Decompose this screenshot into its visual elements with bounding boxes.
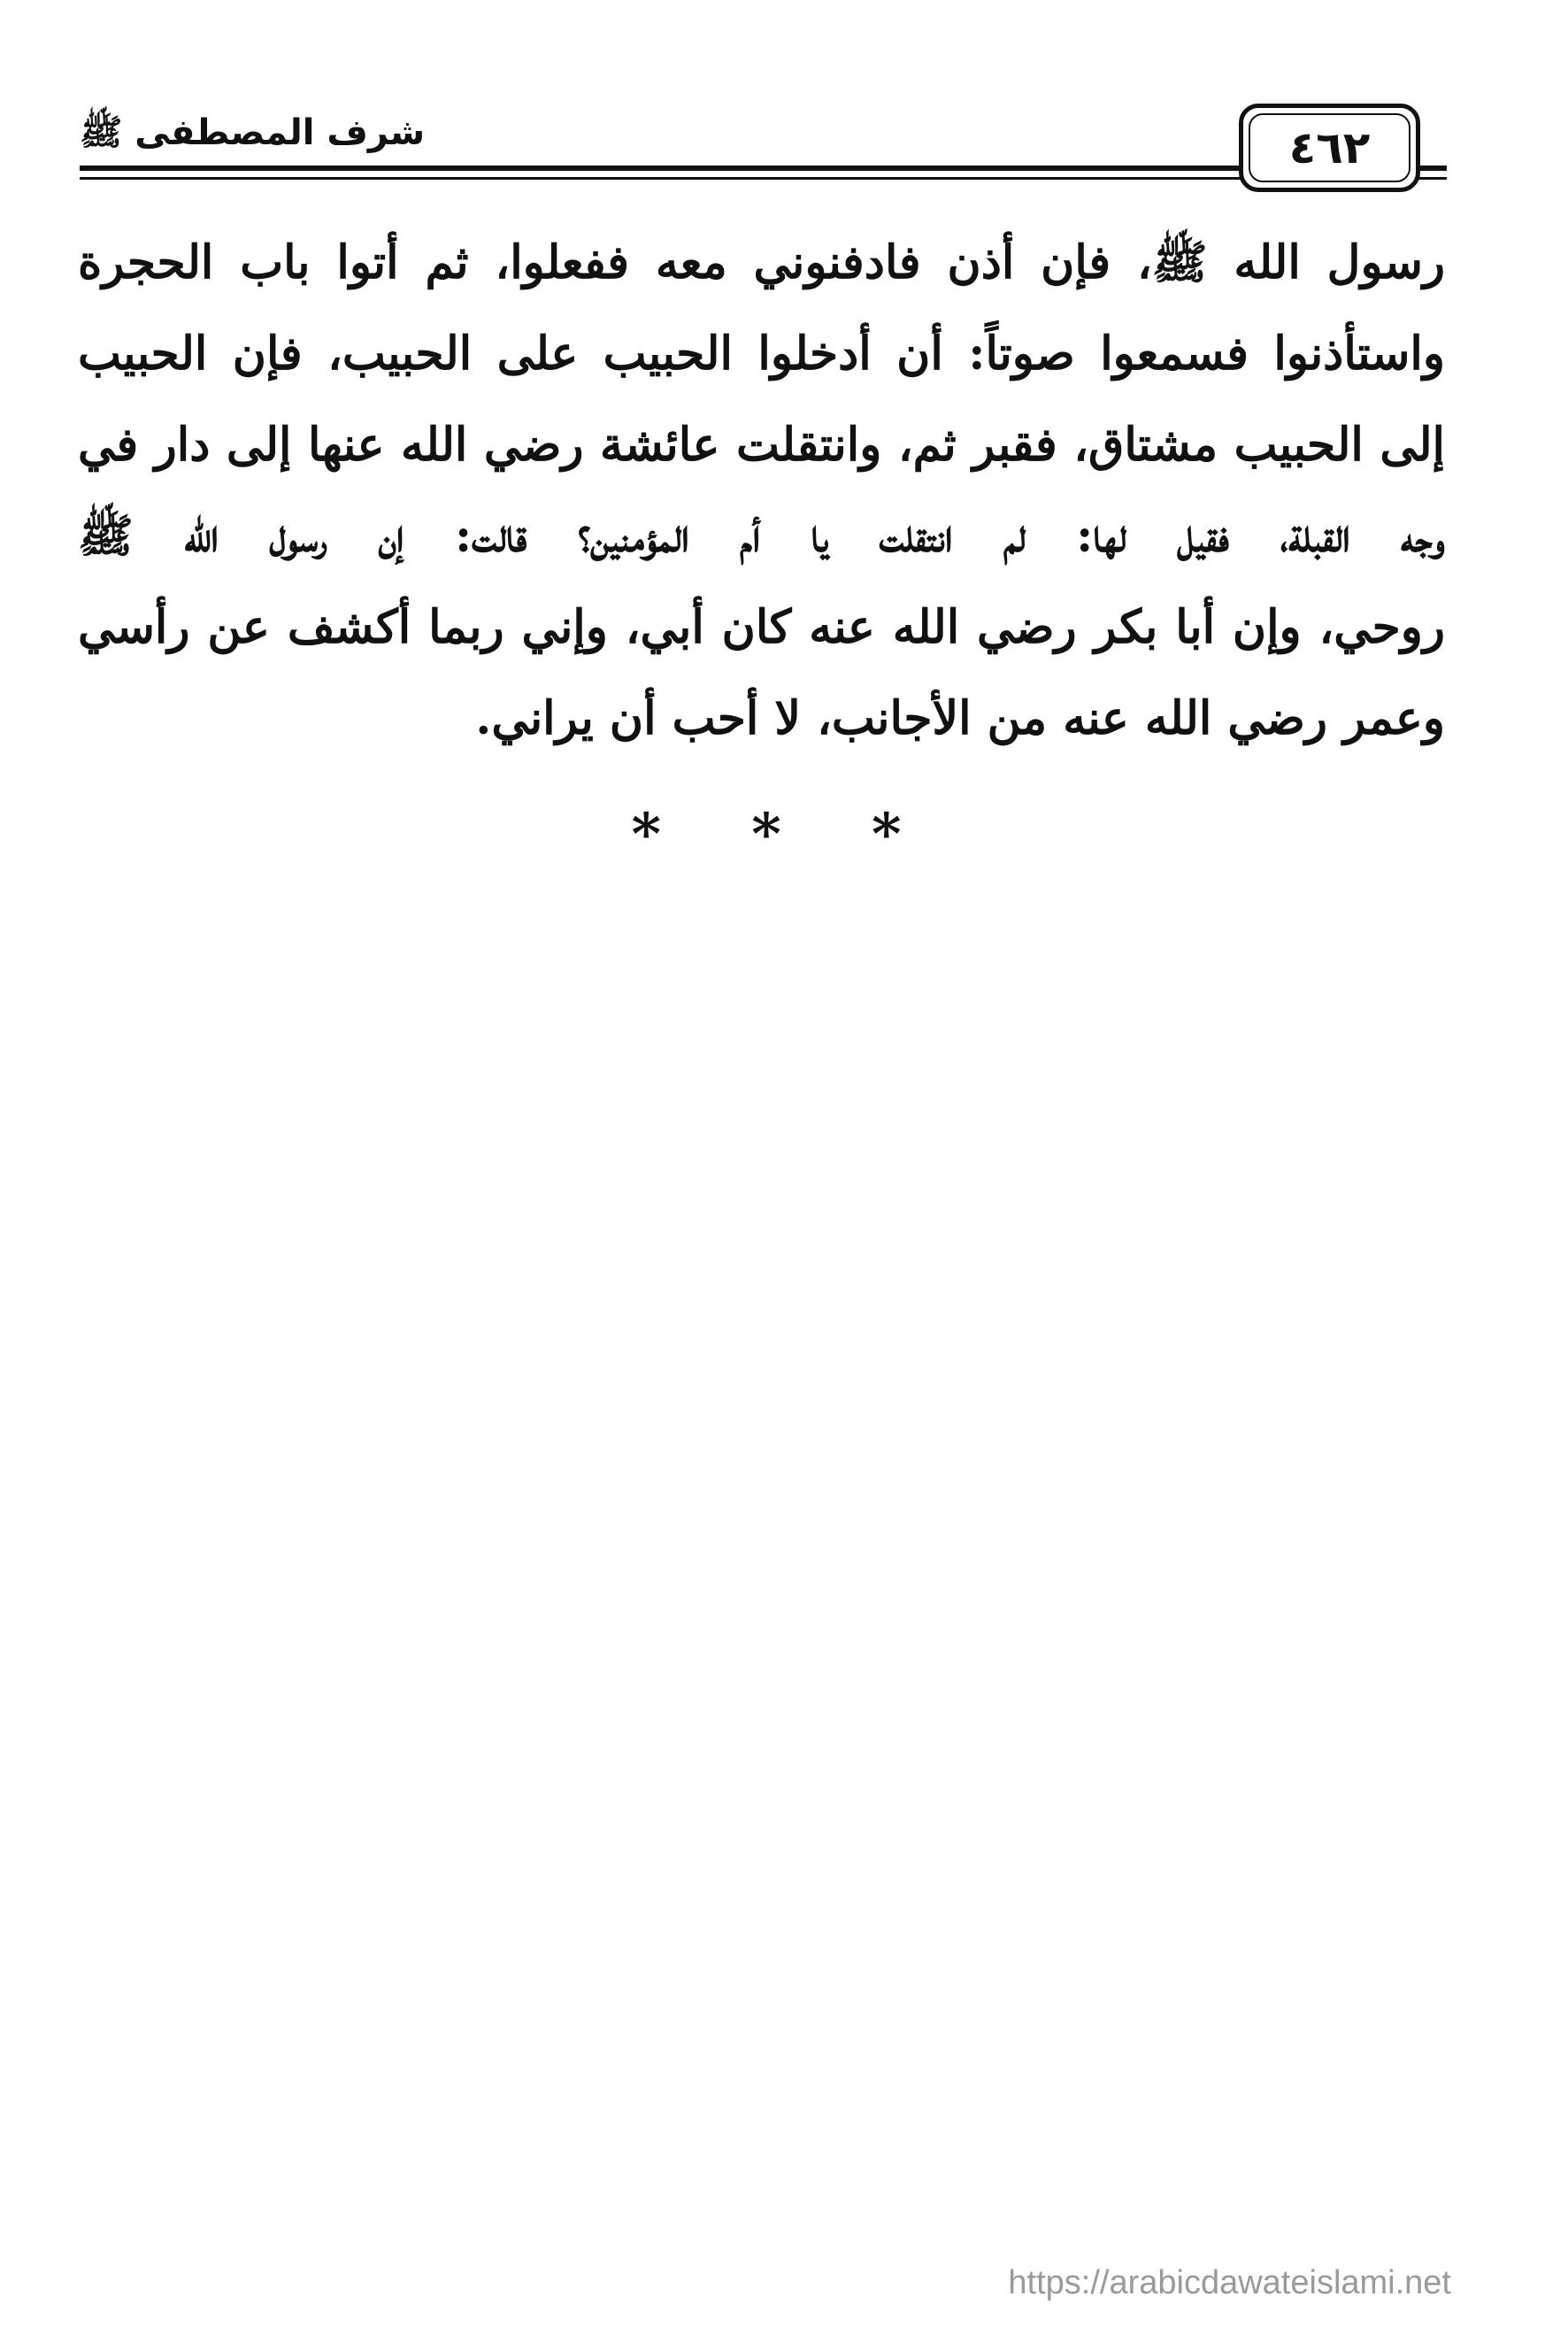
text-line: إلى الحبيب مشتاق، فقبر ثم، وانتقلت عائشة رضي الله عنها إلى دار في: [78, 418, 1445, 472]
page-number-inner-frame: [1249, 113, 1410, 182]
watermark-url: https://arabicdawateislami.net: [1008, 2264, 1451, 2301]
text-line: وجه القبلة، فقيل لها: لم انتقلت يا أم المؤمنين؟ قالت: إن رسول الله ﷺ: [78, 509, 1445, 563]
text-line: رسول الله ﷺ، فإن أذن فادفنوني معه ففعلوا، ثم أتوا باب الحجرة: [78, 235, 1445, 289]
page-number-frame: [1239, 104, 1420, 192]
section-separator: * * *: [631, 801, 937, 867]
book-title: شرف المصطفى ﷺ: [80, 112, 426, 153]
page-number: ٤٦٢: [1288, 122, 1371, 173]
text-line: وعمر رضي الله عنه من الأجانب، لا أحب أن يراني.: [475, 691, 1445, 745]
page-header: [80, 93, 1447, 199]
body-text: [78, 217, 1445, 764]
text-line: واستأذنوا فسمعوا صوتاً: أن أدخلوا الحبيب على الحبيب، فإن الحبيب: [78, 327, 1445, 381]
text-line: روحي، وإن أبا بكر رضي الله عنه كان أبي، وإني ربما أكشف عن رأسي: [78, 600, 1445, 654]
